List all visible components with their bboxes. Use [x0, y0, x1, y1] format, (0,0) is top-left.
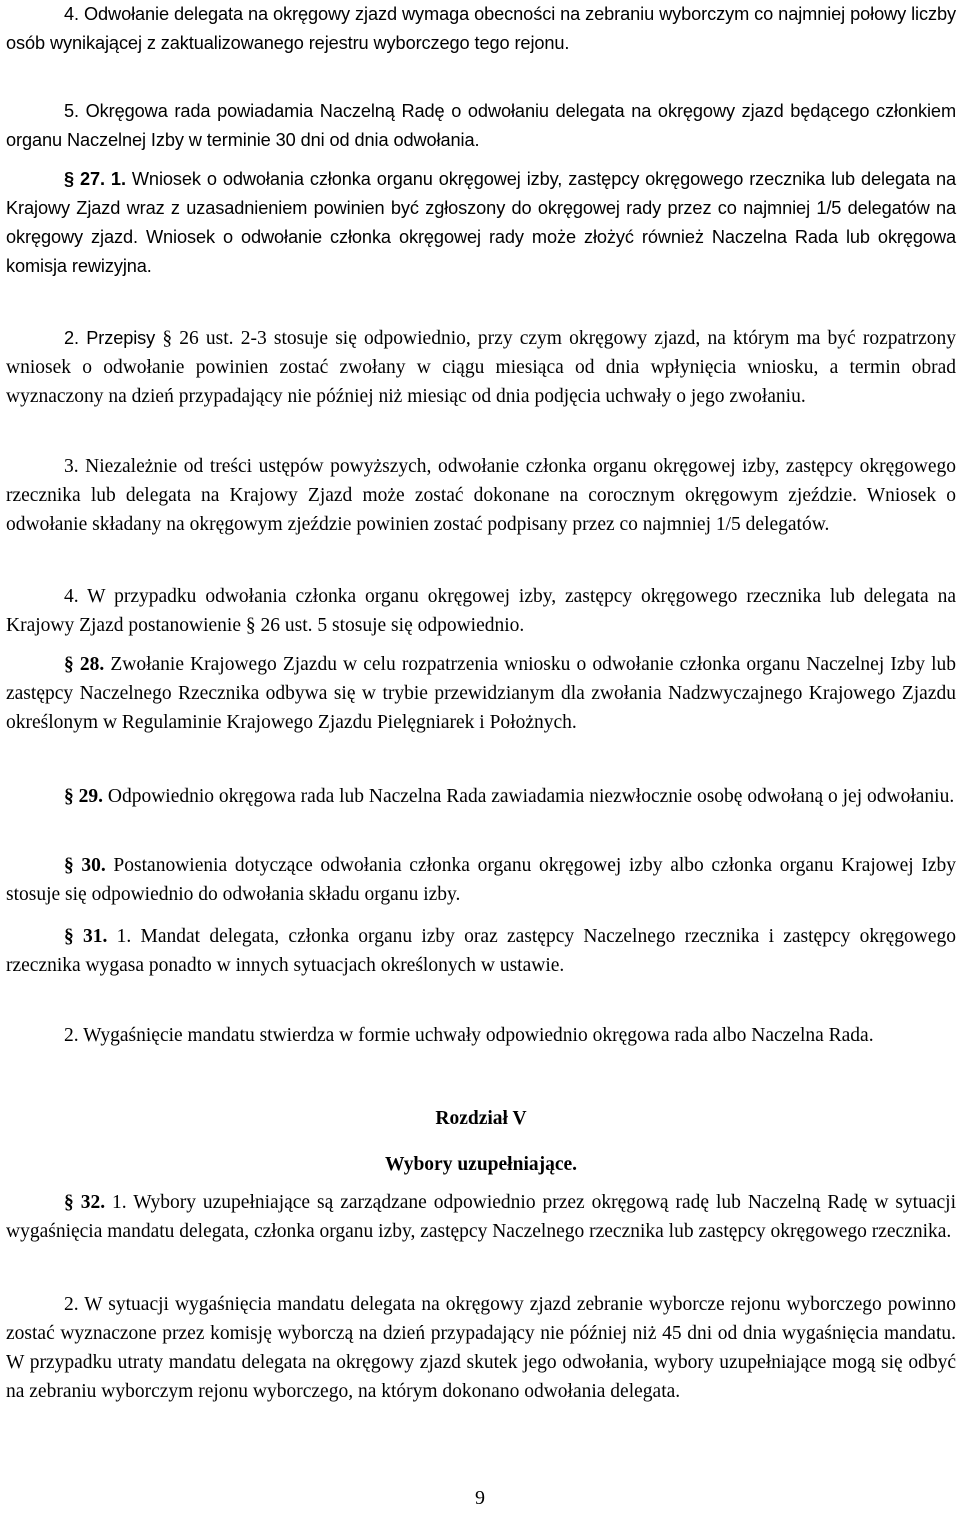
paragraph-text: Wniosek o odwołania członka organu okręgowej izby, zastępcy okręgowego rzecznika lub delegata na Krajowy Zjazd wraz z uzasadnieniem powinien być zgłoszony do okręgowej rady przez co najmniej 1/5 delegatów na okręgowy zjazd. Wniosek o odwołanie członka okręgowej rady może złożyć również Naczelna Rada lub okręgowa komisja rewizyjna.	[6, 169, 957, 276]
section-heading: § 28.	[64, 654, 105, 675]
paragraph-text: 4. W przypadku odwołania członka organu okręgowej izby, zastępcy okręgowego rzecznika lub delegata na Krajowy Zjazd postanowienie § 26 ust. 5 stosuje się odpowiednio.	[6, 586, 956, 636]
section-27-4	[6, 582, 956, 640]
chapter-heading: Rozdział V	[435, 1108, 527, 1129]
paragraph-text: Odpowiednio okręgowa rada lub Naczelna Rada zawiadamia niezwłocznie osobę odwołaną o jej odwołaniu.	[103, 786, 955, 807]
paragraph-text: § 26 ust. 2-3 stosuje się odpowiednio, przy czym okręgowy zjazd, na którym ma być rozpatrzony wniosek o odwołanie powinien zostać zwołany w ciągu miesiąca od dnia wpłynięcia wniosku, a termin obrad wyznaczony na dzień przypadający nie później niż miesiąc od dnia podjęcia uchwały o jego zwołaniu.	[6, 328, 956, 407]
paragraph-text: 1. Wybory uzupełniające są zarządzane odpowiednio przez okręgową radę lub Naczelną Radę w sytuacji wygaśnięcia mandatu delegata, członka organu izby, zastępcy Naczelnego rzecznika lub zastępcy okręgowego rzecznika.	[6, 1192, 956, 1242]
section-27-2	[6, 324, 956, 411]
page-number: 9	[475, 1487, 485, 1509]
section-heading: § 30.	[64, 855, 106, 876]
section-27-1	[6, 165, 956, 281]
paragraph-lead: 2. Przepisy	[64, 328, 156, 348]
paragraph-text: Postanowienia dotyczące odwołania członka organu okręgowej izby albo członka organu Krajowej Izby stosuje się odpowiednio do odwołania składu organu izby.	[6, 855, 956, 905]
paragraph-text: 2. Wygaśnięcie mandatu stwierdza w formie uchwały odpowiednio okręgowa rada albo Naczelna Rada.	[64, 1025, 874, 1046]
chapter-title: Wybory uzupełniające.	[384, 1154, 578, 1175]
section-heading: § 27. 1.	[64, 169, 126, 189]
section-30	[6, 851, 956, 909]
paragraph-text: 1. Mandat delegata, członka organu izby oraz zastępcy Naczelnego rzecznika i zastępcy okręgowego rzecznika wygasa ponadto w innych sytuacjach określonych w ustawie.	[6, 926, 957, 976]
section-31-2	[6, 1021, 956, 1050]
paragraph-27-4-prev	[6, 0, 956, 58]
paragraph-text: 4. Odwołanie delegata na okręgowy zjazd wymaga obecności na zebraniu wyborczym co najmniej połowy liczby osób wynikającej z zaktualizowanego rejestru wyborczego tego rejonu.	[6, 4, 956, 53]
paragraph-text: 5. Okręgowa rada powiadamia Naczelną Radę o odwołaniu delegata na okręgowy zjazd będącego członkiem organu Naczelnej Izby w terminie 30 dni od dnia odwołania.	[6, 101, 956, 150]
section-heading: § 32.	[64, 1192, 106, 1213]
paragraph-text: 3. Niezależnie od treści ustępów powyższych, odwołanie członka organu okręgowej izby, zastępcy okręgowego rzecznika lub delegata na Krajowy Zjazd może zostać dokonane na corocznym okręgowym zjeździe. Wniosek o odwołanie składany na okręgowym zjeździe powinien zostać podpisany przez co najmniej 1/5 delegatów.	[6, 456, 956, 535]
section-31-1	[6, 922, 956, 980]
section-28	[6, 650, 956, 737]
section-32-2	[6, 1290, 956, 1406]
paragraph-5	[6, 97, 956, 155]
section-32-1	[6, 1188, 956, 1246]
paragraph-text: 2. W sytuacji wygaśnięcia mandatu delegata na okręgowy zjazd zebranie wyborcze rejonu wyborczego powinno zostać wyznaczone przez komisję wyborczą na dzień przypadający nie później niż 45 dni od dnia wygaśnięcia mandatu. W przypadku utraty mandatu delegata na okręgowy zjazd skutek jego odwołania, wybory uzupełniające mogą się odbyć na zebraniu wyborczym rejonu wyborczego, na którym dokonano odwołania delegata.	[6, 1294, 956, 1402]
section-27-3	[6, 452, 956, 539]
section-heading: § 31.	[64, 926, 108, 947]
section-heading: § 29.	[64, 786, 103, 807]
section-29	[6, 782, 956, 811]
paragraph-text: Zwołanie Krajowego Zjazdu w celu rozpatrzenia wniosku o odwołanie członka organu Naczelnej Izby lub zastępcy Naczelnego Rzecznika odbywa się w trybie przewidzianym dla zwołania Nadzwyczajnego Krajowego Zjazdu określonym w Regulaminie Krajowego Zjazdu Pielęgniarek i Położnych.	[6, 654, 957, 733]
